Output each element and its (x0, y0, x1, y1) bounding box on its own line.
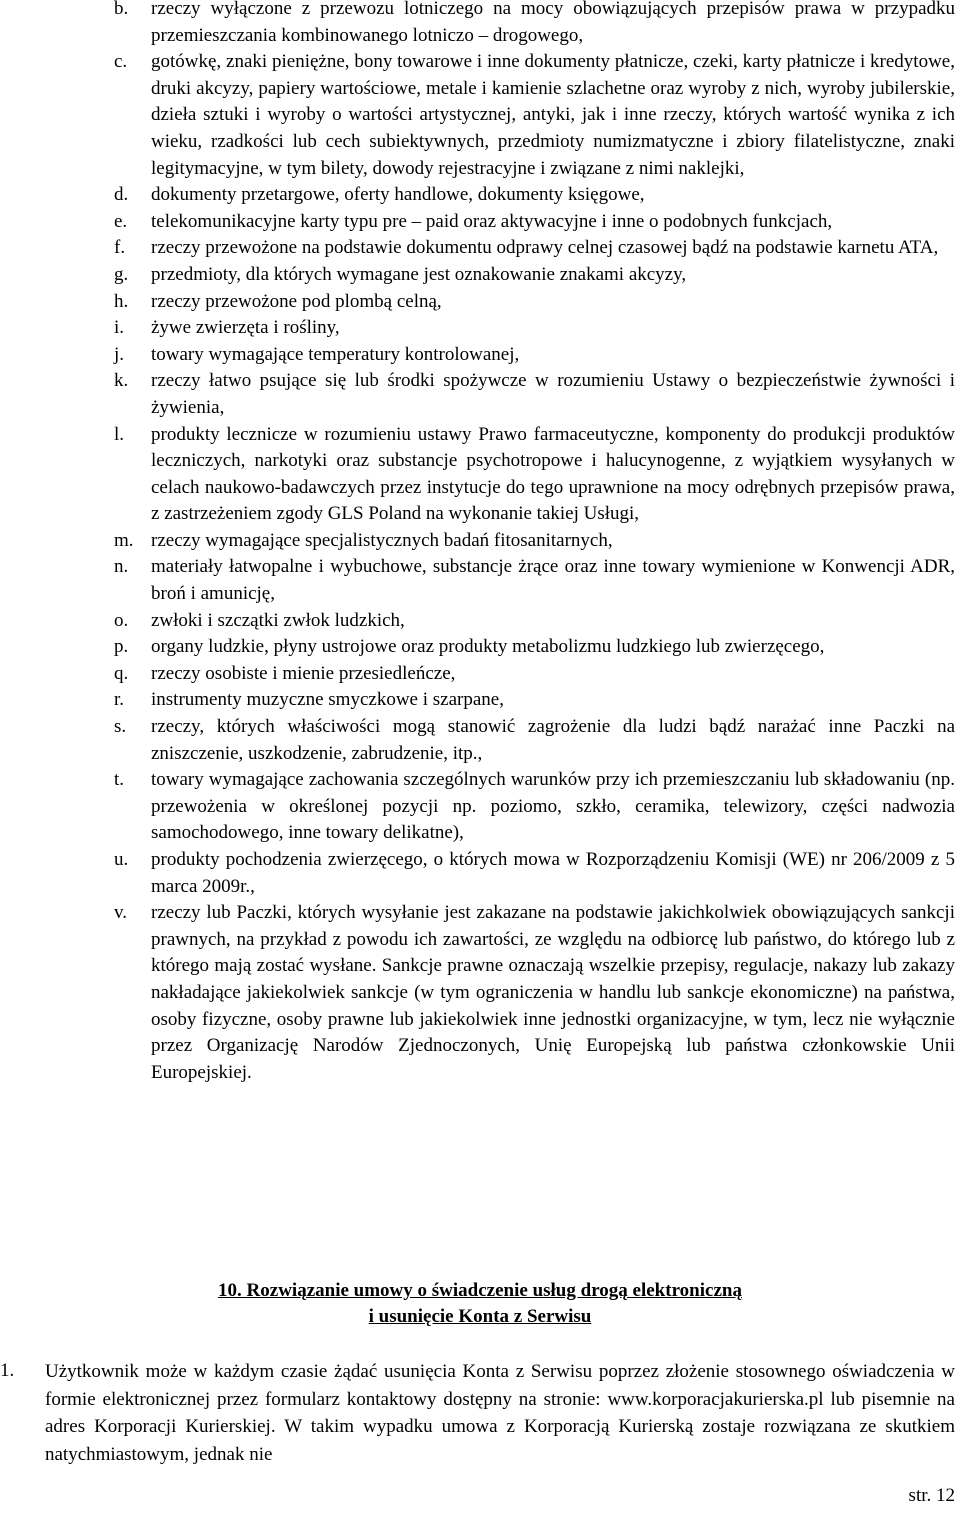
list-item (0, 368, 960, 421)
list-marker: c. (114, 51, 128, 73)
list-marker: i. (114, 317, 125, 339)
list-marker: r. (114, 689, 125, 711)
list-item (0, 900, 960, 1086)
list-item-text: dokumenty przetargowe, oferty handlowe, dokumenty księgowe, (151, 184, 645, 206)
list-marker: d. (114, 184, 129, 206)
list-item-text: rzeczy wymagające specjalistycznych badań fitosanitarnych, (151, 529, 613, 551)
list-item (0, 315, 960, 342)
list-item (0, 767, 960, 847)
section-heading (130, 1278, 830, 1331)
list-item (0, 422, 960, 528)
paragraph-text: Użytkownik może w każdym czasie żądać usunięcia Konta z Serwisu poprzez złożenie stosownego oświadczenia w formie elektronicznej przez formularz kontaktowy dostępny na stronie: www.korporacjakurierska.pl lub pisemnie na adres Korporacji Kurierskiej. W takim wypadku umowa z Korporacją Kurierską zostaje rozwiązana ze skutkiem natychmiastowym, jednak nie (45, 1361, 955, 1465)
paragraph-number: 1. (0, 1360, 15, 1381)
list-marker: m. (114, 529, 134, 551)
list-item-text: telekomunikacyjne karty typu pre – paid oraz aktywacyjne i inne o podobnych funkcjach, (151, 210, 833, 232)
section-heading-line1: 10. Rozwiązanie umowy o świadczenie usług drogą elektroniczną (218, 1280, 742, 1301)
list-item-text: rzeczy, których właściwości mogą stanowić zagrożenie dla ludzi bądź narażać inne Paczki na zniszczenie, uszkodzenie, zabrudzenie, itp., (151, 716, 955, 764)
list-item (0, 847, 960, 900)
list-marker: k. (114, 370, 129, 392)
list-item (0, 49, 960, 182)
list-item-text: przedmioty, dla których wymagane jest oznakowanie znakami akcyzy, (151, 263, 687, 285)
list-item (0, 0, 960, 49)
list-marker: f. (114, 237, 126, 259)
list-marker: t. (114, 769, 125, 791)
section-paragraph (0, 1358, 960, 1468)
list-item (0, 182, 960, 209)
list-item-text: rzeczy osobiste i mienie przesiedleńcze, (151, 662, 456, 684)
list-item (0, 289, 960, 316)
list-item (0, 714, 960, 767)
list-item (0, 608, 960, 635)
list-item (0, 687, 960, 714)
list-item-text: zwłoki i szczątki zwłok ludzkich, (151, 609, 405, 631)
list-item-text: gotówkę, znaki pieniężne, bony towarowe i inne dokumenty płatnicze, czeki, karty płatnicze i kredytowe, druki akcyzy, papiery wartościowe, metale i kamienie szlachetne oraz wyroby z nich, wyroby jubilerskie, dzieła sztuki i wyroby o wartości artystycznej, antyki, jak i inne rzeczy, których wartość wynika z ich wieku, rzadkości lub cech subiektywnych, przedmioty numizmatyczne i zbiory filatelistyczne, znaki legitymacyjne, w tym bilety, dowody rejestracyjne i związane z nimi naklejki, (151, 51, 955, 179)
list-item (0, 554, 960, 607)
list-item-text: organy ludzkie, płyny ustrojowe oraz produkty metabolizmu ludzkiego lub zwierzęcego, (151, 636, 825, 658)
list-marker: q. (114, 662, 129, 684)
list-marker: b. (114, 0, 129, 19)
list-item-text: rzeczy łatwo psujące się lub środki spożywcze w rozumieniu Ustawy o bezpieczeństwie żywności i żywienia, (151, 370, 955, 418)
page-number: str. 12 (908, 1485, 955, 1506)
list-item (0, 634, 960, 661)
list-marker: u. (114, 849, 129, 870)
list-marker: n. (114, 556, 129, 578)
list-item-text: towary wymagające temperatury kontrolowanej, (151, 343, 520, 365)
list-item-text: produkty pochodzenia zwierzęcego, o których mowa w Rozporządzeniu Komisji (WE) nr 206/2009 z 5 marca 2009r., (151, 849, 955, 897)
list-item-text: rzeczy wyłączone z przewozu lotniczego na mocy obowiązujących przepisów prawa w przypadku przemieszczania kombinowanego lotniczo – drogowego, (151, 0, 955, 46)
list-item-text: rzeczy przewożone na podstawie dokumentu odprawy celnej czasowej bądź na podstawie karnetu ATA, (151, 237, 939, 259)
list-item-text: instrumenty muzyczne smyczkowe i szarpane, (151, 689, 504, 711)
list-marker: o. (114, 609, 129, 631)
list-item-text: materiały łatwopalne i wybuchowe, substancje żrące oraz inne towary wymienione w Konwencji ADR, broń i amunicję, (151, 556, 955, 605)
list-marker: e. (114, 210, 128, 232)
list-marker: h. (114, 290, 129, 312)
list-marker: p. (114, 636, 129, 658)
list-item-text: towary wymagające zachowania szczególnych warunków przy ich przemieszczaniu lub składowaniu (np. przewożenia w określonej pozycji np. poziomo, szkło, ceramika, telewizory, części nadwozia samochodowego, inne towary delikatne), (151, 769, 955, 844)
list-item-text: żywe zwierzęta i rośliny, (151, 317, 340, 339)
list-item (0, 661, 960, 688)
list-item-text: rzeczy przewożone pod plombą celną, (151, 290, 442, 312)
section-heading-line2: i usunięcie Konta z Serwisu (368, 1306, 592, 1328)
list-marker: j. (114, 343, 125, 365)
list-marker: g. (114, 263, 129, 285)
list-marker: s. (114, 716, 127, 738)
list-marker: l. (114, 423, 125, 445)
list-item (0, 262, 960, 289)
list-item-text: produkty lecznicze w rozumieniu ustawy Prawo farmaceutyczne, komponenty do produkcji produktów leczniczych, narkotyki oraz substancje psychotropowe i halucynogenne, z wyjątkiem wysyłanych w celach naukowo-badawczych przez instytucje do tego uprawnione na mocy odrębnych przepisów prawa, z zastrzeżeniem zgody GLS Poland na wykonanie takiej Usługi, (151, 423, 955, 525)
list-item (0, 235, 960, 262)
list-marker: v. (114, 902, 128, 924)
list-item-text: rzeczy lub Paczki, których wysyłanie jest zakazane na podstawie jakichkolwiek obowiązujących sankcji prawnych, na przykład z powodu ich zawartości, ze względu na odbiorcę lub państwo, do którego lub z którego mają zostać wysłane. Sankcje prawne oznaczają wszelkie przepisy, regulacje, nakazy lub zakazy nakładające jakiekolwiek sankcje (w tym ograniczenia w handlu lub sankcje ekonomiczne) na państwa, osoby fizyczne, osoby prawne lub jakiekolwiek inne jednostki organizacyjne, w tym, lecz nie wyłącznie przez Organizację Narodów Zjednoczonych, Unię Europejską lub państwa członkowskie Unii Europejskiej. (151, 902, 955, 1083)
list-item (0, 209, 960, 236)
list-item (0, 528, 960, 555)
list-item (0, 342, 960, 369)
